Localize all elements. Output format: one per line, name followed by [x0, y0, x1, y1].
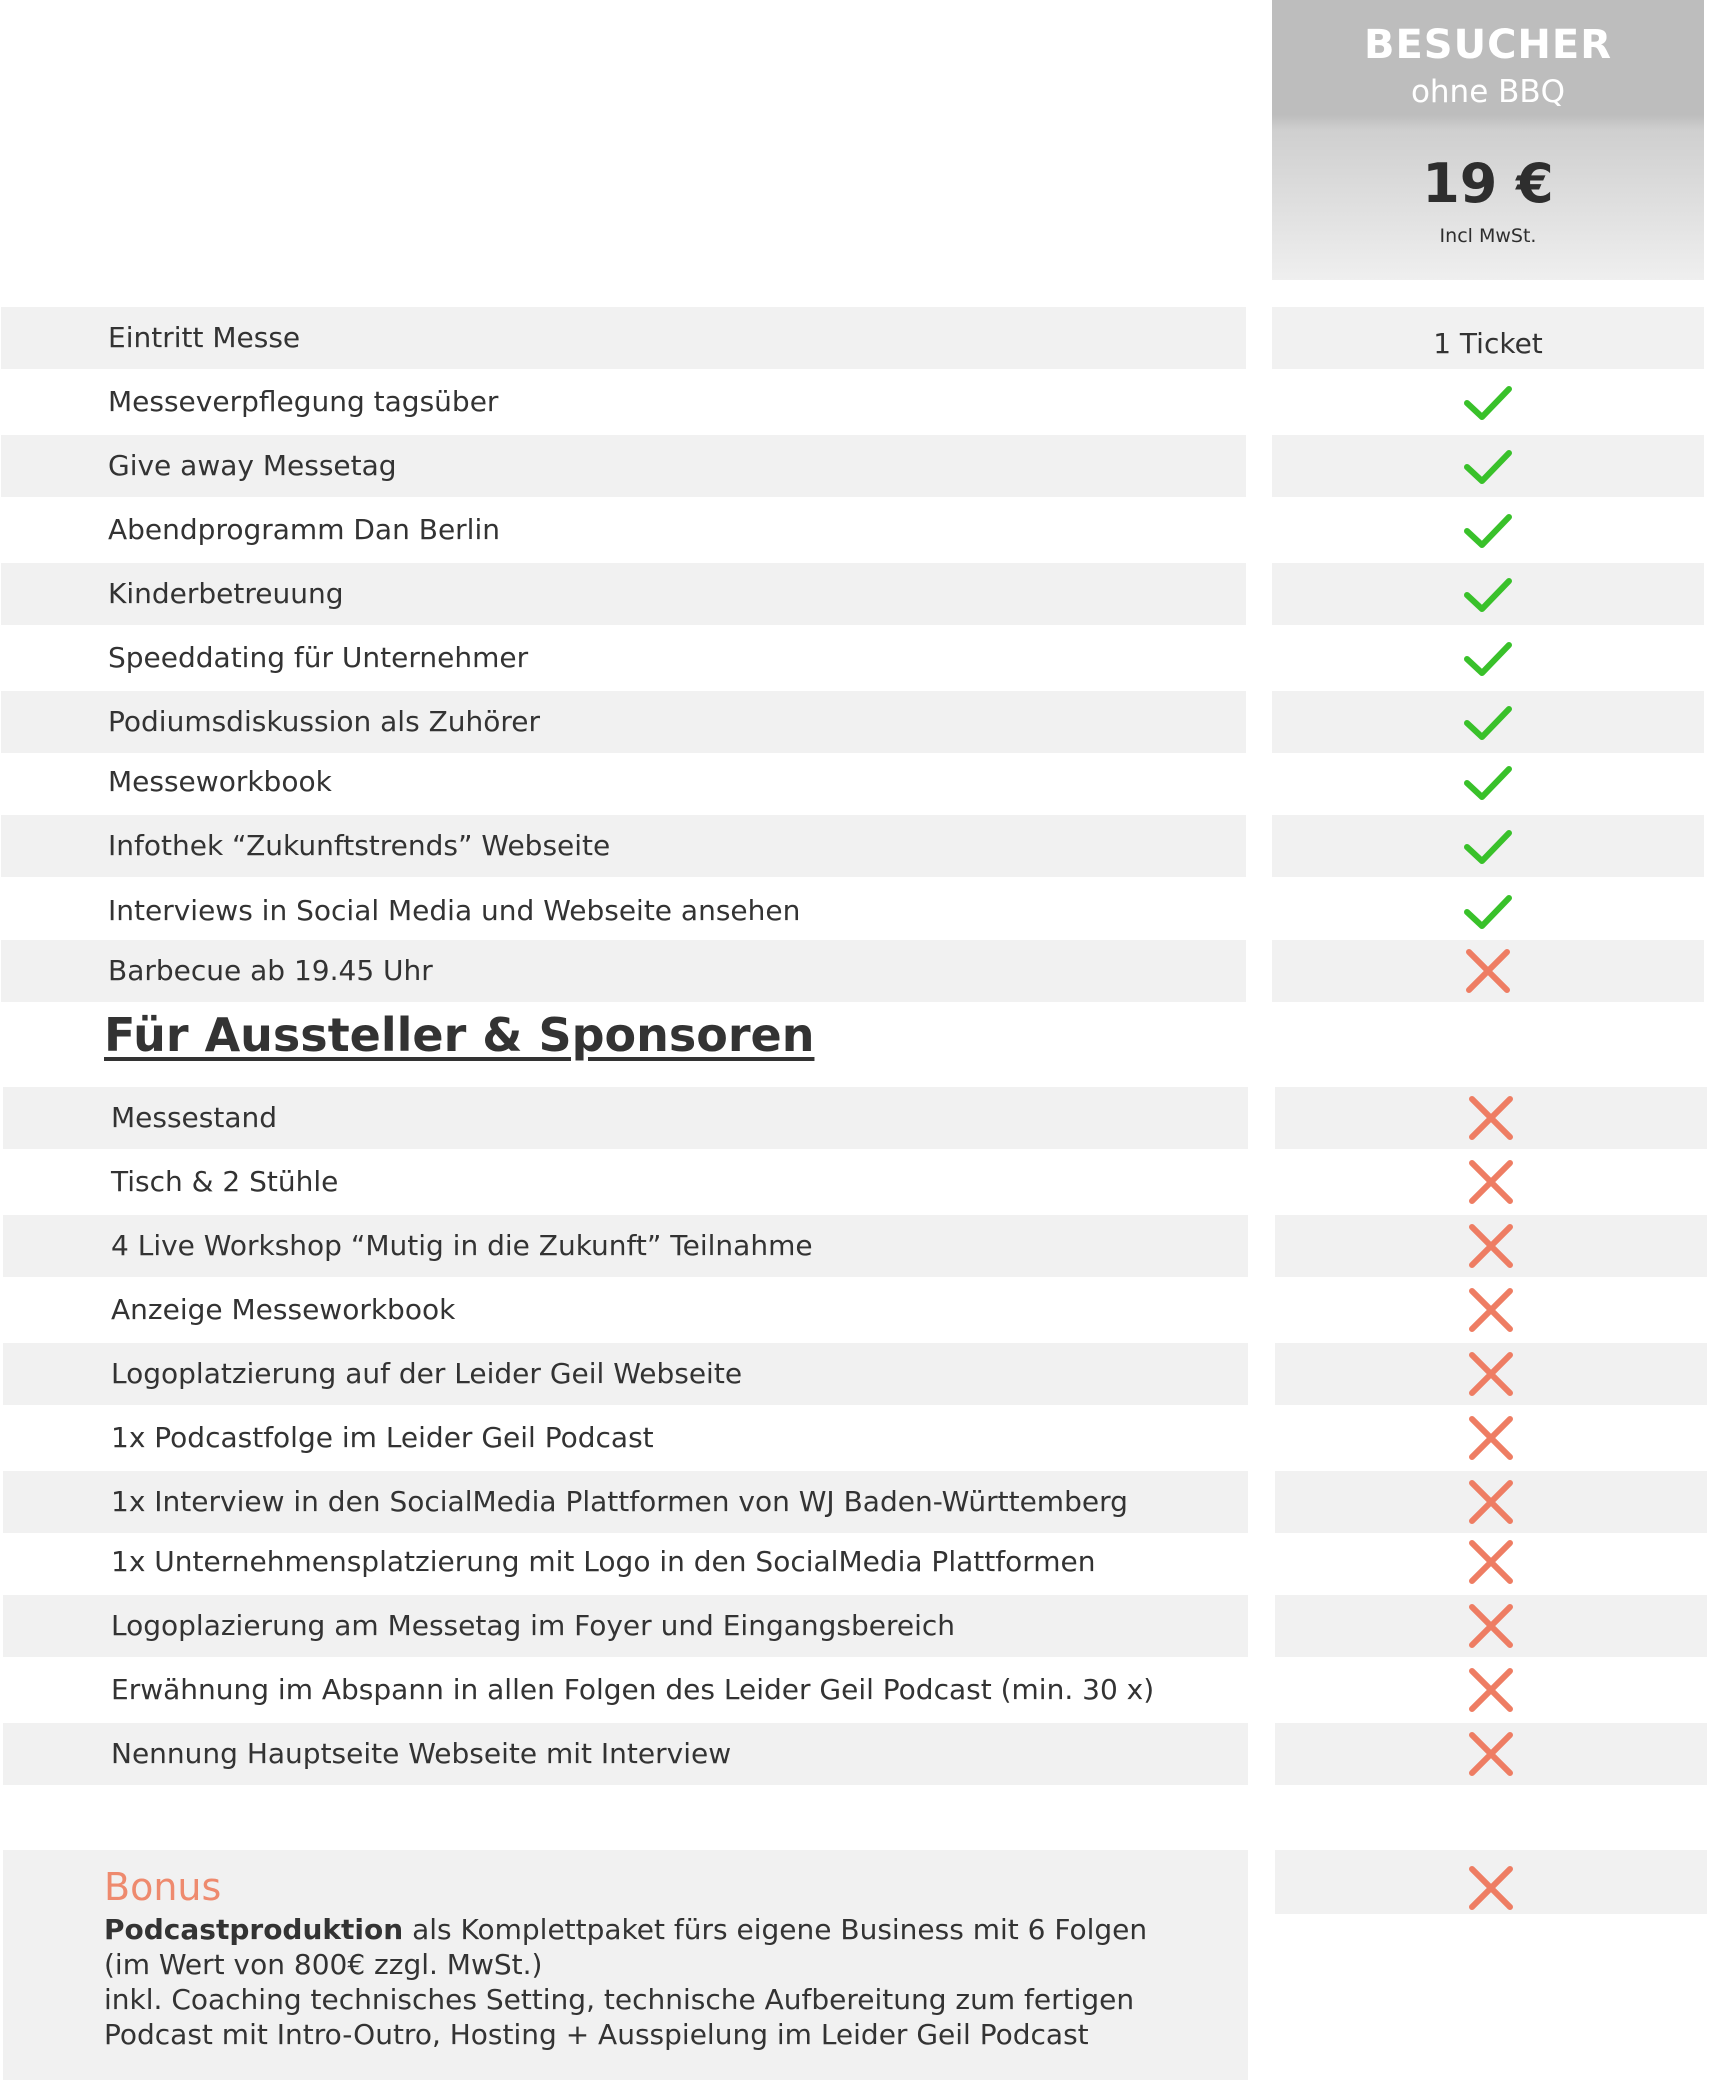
cross-icon: [1464, 1599, 1518, 1653]
feature-label: Kinderbetreuung: [108, 577, 344, 610]
feature-label: Anzeige Messeworkbook: [111, 1293, 456, 1326]
package-header: [1272, 0, 1704, 280]
feature-label: Speeddating für Unternehmer: [108, 641, 529, 674]
package-price: 19 €: [1422, 152, 1554, 215]
cross-icon: [1464, 1155, 1518, 1209]
feature-label: 1x Interview in den SocialMedia Plattformen von WJ Baden-Württemberg: [111, 1485, 1128, 1518]
feature-label: Give away Messetag: [108, 449, 397, 482]
bonus-line-1-rest: als Komplettpaket fürs eigene Business mit 6 Folgen: [403, 1913, 1148, 1946]
feature-label: Tisch & 2 Stühle: [111, 1165, 339, 1198]
cross-icon: [1464, 1219, 1518, 1273]
exhibitor-section-title: Für Aussteller & Sponsoren: [104, 1008, 815, 1062]
feature-label: Logoplatzierung auf der Leider Geil Webseite: [111, 1357, 743, 1390]
cross-icon: [1464, 1663, 1518, 1717]
feature-label: 1x Podcastfolge im Leider Geil Podcast: [111, 1421, 654, 1454]
feature-label: Nennung Hauptseite Webseite mit Interview: [111, 1737, 732, 1770]
check-icon: [1461, 755, 1515, 809]
bonus-line-3: inkl. Coaching technisches Setting, technische Aufbereitung zum fertigen: [104, 1983, 1135, 2016]
package-tax-note: Incl MwSt.: [1439, 225, 1537, 247]
feature-label: 4 Live Workshop “Mutig in die Zukunft” Teilnahme: [111, 1229, 813, 1262]
feature-label: 1x Unternehmensplatzierung mit Logo in den SocialMedia Plattformen: [111, 1545, 1096, 1578]
feature-label: Podiumsdiskussion als Zuhörer: [108, 705, 541, 738]
check-icon: [1461, 439, 1515, 493]
cross-icon: [1464, 1411, 1518, 1465]
check-icon: [1461, 631, 1515, 685]
feature-value: 1 Ticket: [1433, 327, 1543, 360]
feature-label: Barbecue ab 19.45 Uhr: [108, 954, 433, 987]
feature-label: Messeverpflegung tagsüber: [108, 385, 499, 418]
check-icon: [1461, 819, 1515, 873]
check-icon: [1461, 503, 1515, 557]
bonus-line-4: Podcast mit Intro-Outro, Hosting + Ausspielung im Leider Geil Podcast: [104, 2018, 1089, 2051]
cross-icon: [1464, 1727, 1518, 1781]
package-title: BESUCHER: [1363, 22, 1613, 68]
bonus-title: Bonus: [104, 1865, 222, 1909]
cross-icon: [1464, 1091, 1518, 1145]
check-icon: [1461, 567, 1515, 621]
feature-label: Infothek “Zukunftstrends” Webseite: [108, 829, 611, 862]
bonus-line-1: [104, 1912, 1234, 1947]
check-icon: [1461, 884, 1515, 938]
cross-icon: [1464, 1283, 1518, 1337]
feature-label: Logoplazierung am Messetag im Foyer und Eingangsbereich: [111, 1609, 956, 1642]
feature-label: Messeworkbook: [108, 765, 332, 798]
cross-icon: [1461, 944, 1515, 998]
feature-label: Messestand: [111, 1101, 278, 1134]
cross-icon: [1464, 1347, 1518, 1401]
feature-label: Eintritt Messe: [108, 321, 301, 354]
feature-label: Erwähnung im Abspann in allen Folgen des Leider Geil Podcast (min. 30 x): [111, 1673, 1155, 1706]
bonus-bold-lead: Podcastproduktion: [104, 1913, 404, 1946]
package-subtitle: ohne BBQ: [1410, 74, 1566, 110]
cross-icon: [1464, 1475, 1518, 1529]
cross-icon: [1464, 1535, 1518, 1589]
bonus-line-2: (im Wert von 800€ zzgl. MwSt.): [104, 1948, 543, 1981]
cross-icon: [1464, 1861, 1518, 1915]
feature-label: Abendprogramm Dan Berlin: [108, 513, 500, 546]
feature-label: Interviews in Social Media und Webseite ansehen: [108, 894, 801, 927]
bonus-description: [104, 1912, 1234, 2052]
check-icon: [1461, 695, 1515, 749]
check-icon: [1461, 375, 1515, 429]
